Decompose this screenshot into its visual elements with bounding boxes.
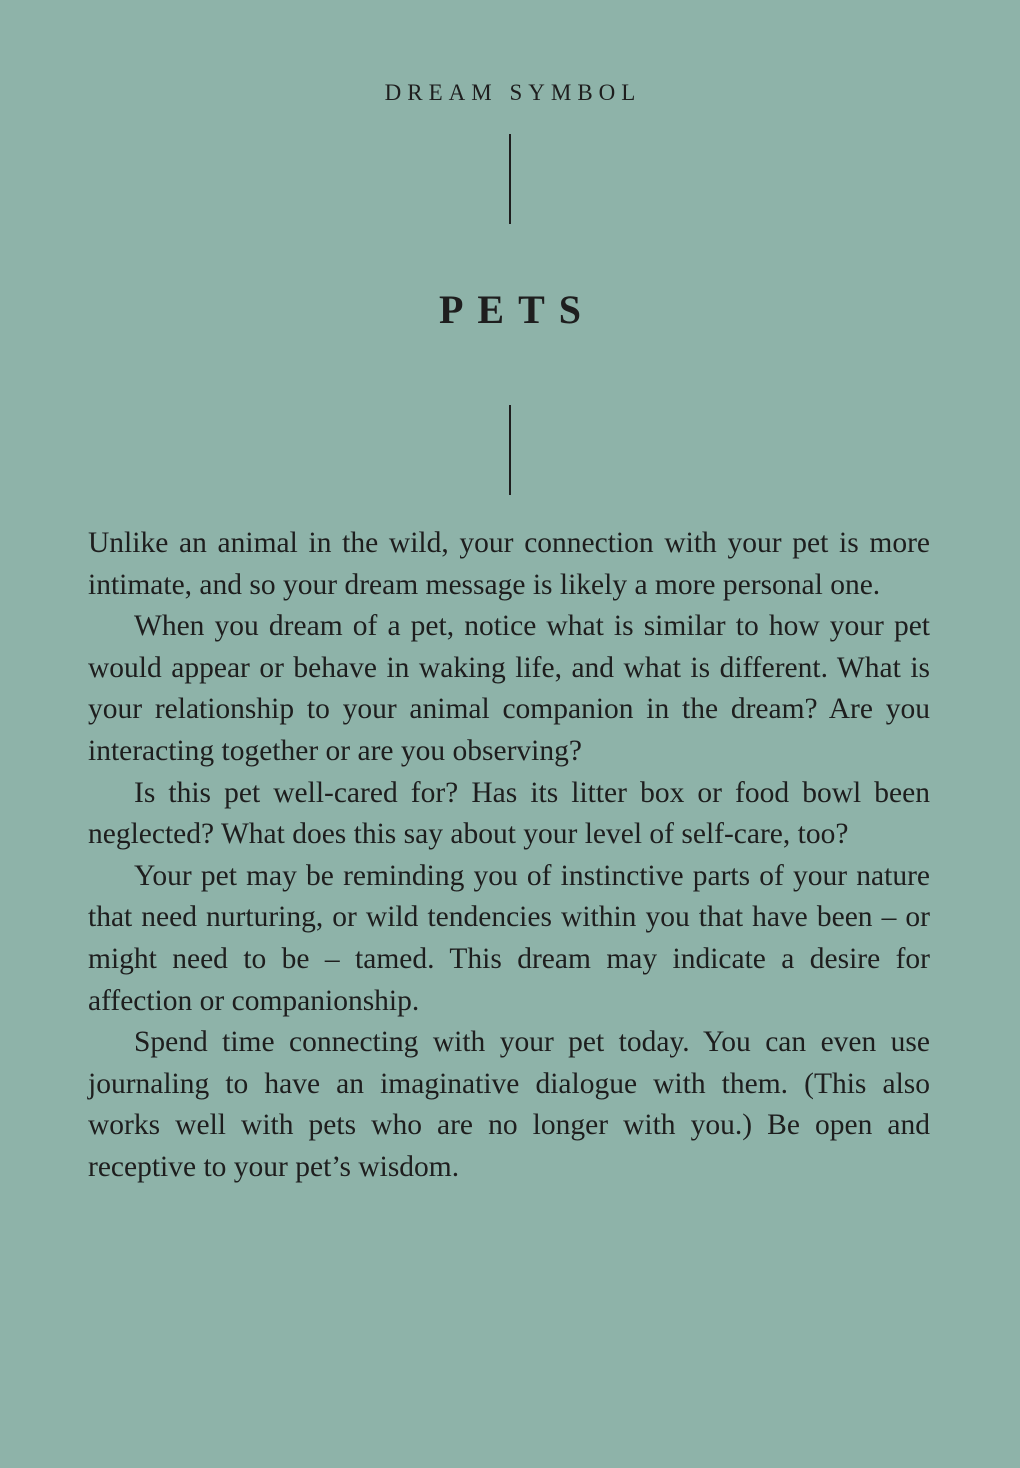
section-label: DREAM SYMBOL [384,80,642,105]
paragraph: Spend time connecting with your pet today. You can even use journaling to have an imaginative dialogue with them. (This also works well with pets who are no longer with you.) Be open and receptive to your pet’s wisdom. [88,1026,930,1183]
body-text [88,523,930,1189]
paragraph: Is this pet well-cared for? Has its litter box or food bowl been neglected? What does this say about your level of self-care, too? [88,776,930,851]
paragraph: Your pet may be reminding you of instinctive parts of your nature that need nurturing, or wild tendencies within you that have been – or might need to be – tamed. This dream may indicate a desire for affection or companionship. [88,859,930,1017]
page-title: PETS [438,287,596,332]
divider-bottom [509,405,511,495]
paragraph: When you dream of a pet, notice what is similar to how your pet would appear or behave in waking life, and what is different. What is your relationship to your animal companion in the dream? Are you interacting together or are you observing? [88,610,930,767]
paragraph: Unlike an animal in the wild, your connection with your pet is more intimate, and so your dream message is likely a more personal one. [88,527,930,601]
divider-top [509,134,511,224]
